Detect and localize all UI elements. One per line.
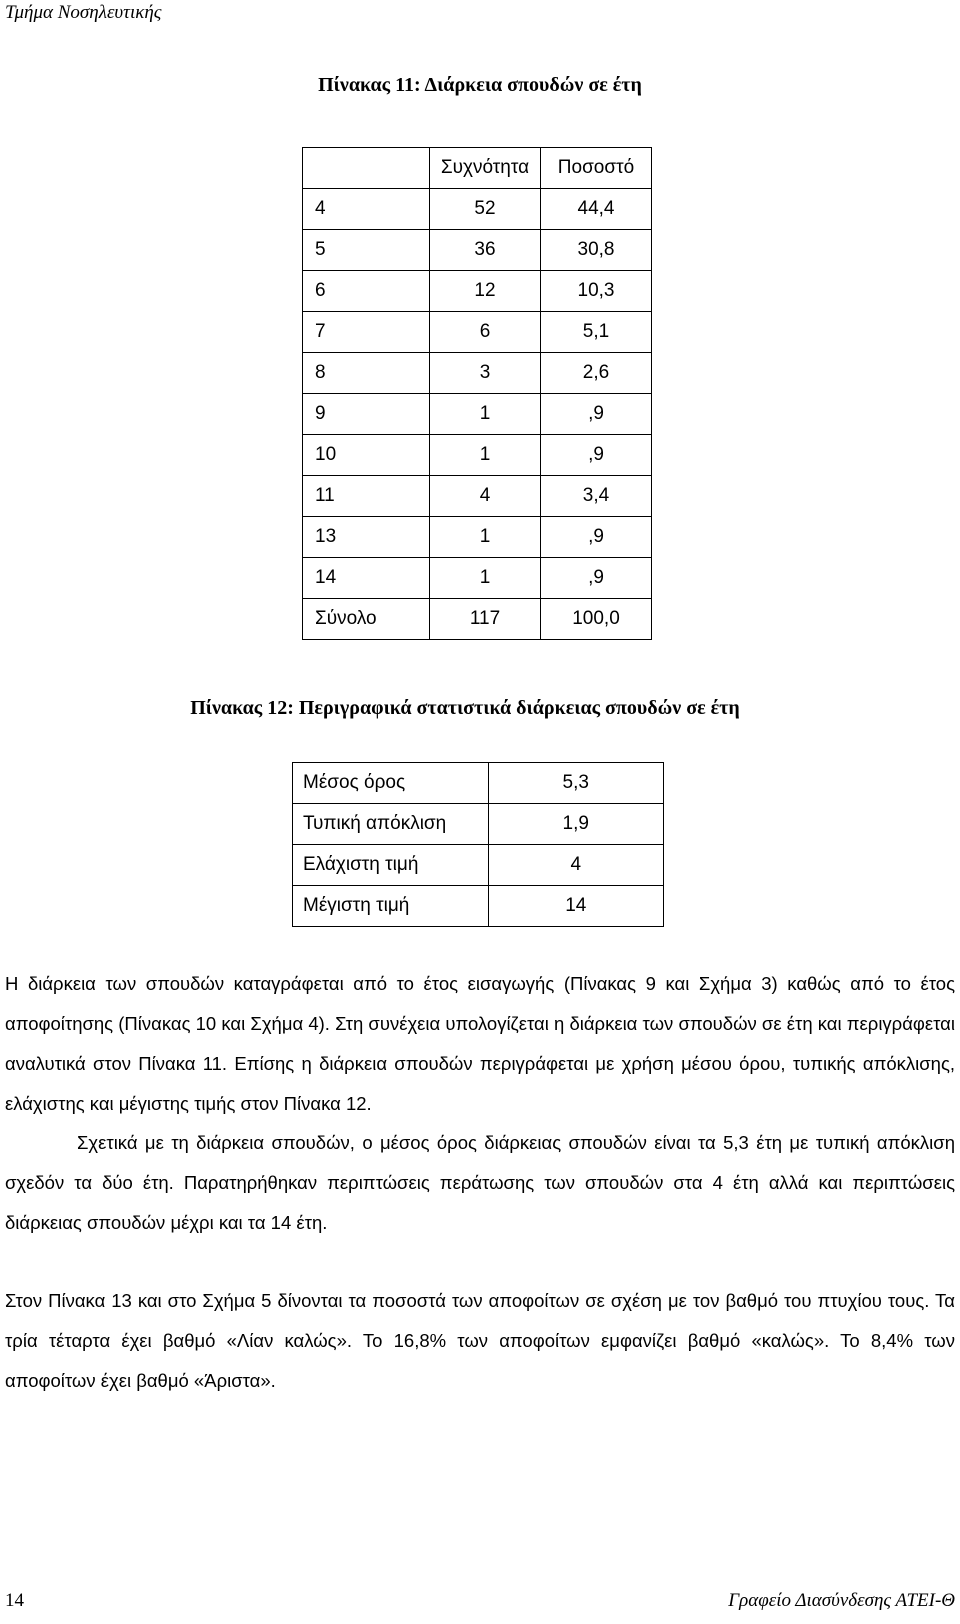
table-row xyxy=(303,435,652,476)
table-row xyxy=(303,517,652,558)
page-number: 14 xyxy=(5,1590,24,1611)
table-row-cell: 1 xyxy=(430,435,541,476)
table-row-cell: 6 xyxy=(430,312,541,353)
running-footer: Γραφείο Διασύνδεσης ΑΤΕΙ-Θ xyxy=(728,1590,955,1611)
table-row-cell: 5 xyxy=(303,230,430,271)
table-row xyxy=(303,599,652,640)
table-row-cell: 117 xyxy=(430,599,541,640)
table-row-cell: 10 xyxy=(303,435,430,476)
table-11-caption: Πίνακας 11: Διάρκεια σπουδών σε έτη xyxy=(318,74,642,96)
table-row-cell: 2,6 xyxy=(541,353,652,394)
table-row-cell: 14 xyxy=(303,558,430,599)
column-header: Ποσοστό xyxy=(541,148,652,189)
table-row-cell: 9 xyxy=(303,394,430,435)
table-row xyxy=(303,558,652,599)
table-row xyxy=(303,353,652,394)
table-row-cell: 100,0 xyxy=(541,599,652,640)
column-header: Συχνότητα xyxy=(430,148,541,189)
table-row xyxy=(293,763,664,804)
table-row xyxy=(293,886,664,927)
running-header: Τμήμα Νοσηλευτικής xyxy=(5,2,162,23)
table-row-cell: ,9 xyxy=(541,517,652,558)
table-header-row xyxy=(303,148,652,189)
table-row-cell: 10,3 xyxy=(541,271,652,312)
table-row-cell: 30,8 xyxy=(541,230,652,271)
paragraph-2: Σχετικά με τη διάρκεια σπουδών, ο μέσος όρος διάρκειας σπουδών είναι τα 5,3 έτη με τυπική απόκλιση σχεδόν τα δύο έτη. Παρατηρήθηκαν περιπτώσεις περάτωσης των σπουδών στα 4 έτη αλλά και περιπτώσεις διάρκειας σπουδών μέχρι και τα 14 έτη. xyxy=(5,1132,955,1233)
table-12-caption: Πίνακας 12: Περιγραφικά στατιστικά διάρκειας σπουδών σε έτη xyxy=(190,697,740,719)
table-row-cell: Τυπική απόκλιση xyxy=(293,804,489,845)
table-row-cell: 4 xyxy=(303,189,430,230)
table-row-cell: 3,4 xyxy=(541,476,652,517)
table-11-study-duration xyxy=(302,147,652,640)
paragraph-3: Στον Πίνακα 13 και στο Σχήμα 5 δίνονται τα ποσοστά των αποφοίτων σε σχέση με τον βαθμό του πτυχίου τους. Τα τρία τέταρτα έχει βαθμό «Λίαν καλώς». Το 16,8% των αποφοίτων εμφανίζει βαθμό «καλώς». Το 8,4% των αποφοίτων έχει βαθμό «Άριστα». xyxy=(5,1290,955,1391)
table-row-cell: ,9 xyxy=(541,394,652,435)
table-row-cell: 1,9 xyxy=(488,804,663,845)
table-row xyxy=(303,271,652,312)
table-row-cell: 13 xyxy=(303,517,430,558)
table-row-cell: 4 xyxy=(488,845,663,886)
table-row-cell: Ελάχιστη τιμή xyxy=(293,845,489,886)
table-row-cell: 11 xyxy=(303,476,430,517)
table-row-cell: 4 xyxy=(430,476,541,517)
table-row-cell: 1 xyxy=(430,558,541,599)
table-row xyxy=(293,804,664,845)
table-row xyxy=(303,476,652,517)
table-row-cell: ,9 xyxy=(541,435,652,476)
table-row-cell: 7 xyxy=(303,312,430,353)
table-row-cell: 5,1 xyxy=(541,312,652,353)
table-row-cell: 5,3 xyxy=(488,763,663,804)
paragraph-1: Η διάρκεια των σπουδών καταγράφεται από το έτος εισαγωγής (Πίνακας 9 και Σχήμα 3) καθώς από το έτος αποφοίτησης (Πίνακας 10 και Σχήμα 4). Στη συνέχεια υπολογίζεται η διάρκεια των σπουδών σε έτη και περιγράφεται αναλυτικά στον Πίνακα 11. Επίσης η διάρκεια σπουδών περιγράφεται με χρήση μέσου όρου, τυπικής απόκλισης, ελάχιστης και μέγιστης τιμής στον Πίνακα 12. xyxy=(5,973,955,1114)
table-row-cell: 1 xyxy=(430,394,541,435)
table-row-cell: 8 xyxy=(303,353,430,394)
table-row-cell: 3 xyxy=(430,353,541,394)
table-row xyxy=(293,845,664,886)
table-12-descriptive-stats xyxy=(292,762,664,927)
table-row-cell: 44,4 xyxy=(541,189,652,230)
table-row-cell: 1 xyxy=(430,517,541,558)
table-row-cell: Σύνολο xyxy=(303,599,430,640)
table-row-cell: 12 xyxy=(430,271,541,312)
table-row xyxy=(303,312,652,353)
column-header xyxy=(303,148,430,189)
table-row-cell: Μέγιστη τιμή xyxy=(293,886,489,927)
table-row-cell: 6 xyxy=(303,271,430,312)
table-row-cell: 36 xyxy=(430,230,541,271)
table-row-cell: 14 xyxy=(488,886,663,927)
table-row xyxy=(303,189,652,230)
table-row xyxy=(303,394,652,435)
table-row-cell: ,9 xyxy=(541,558,652,599)
table-row-cell: 52 xyxy=(430,189,541,230)
table-row-cell: Μέσος όρος xyxy=(293,763,489,804)
table-row xyxy=(303,230,652,271)
